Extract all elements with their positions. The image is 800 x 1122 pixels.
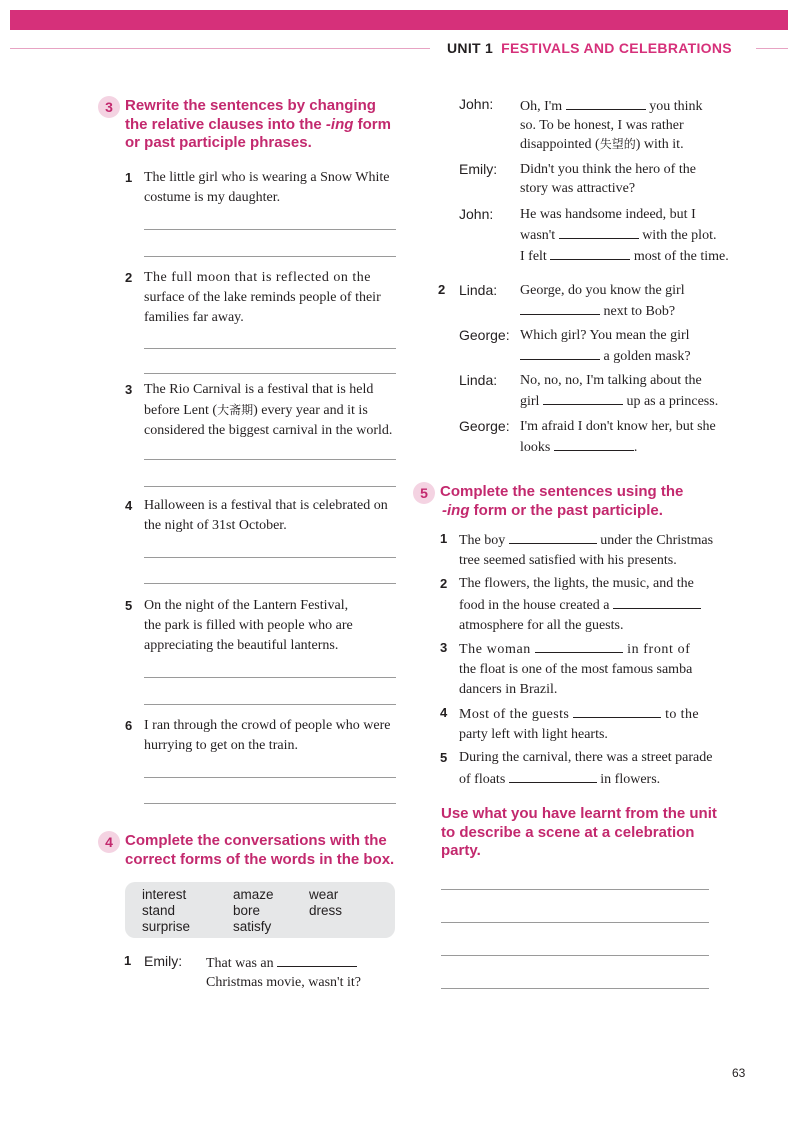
writing-task-line: party. bbox=[441, 842, 481, 859]
answer-blank[interactable] bbox=[543, 390, 623, 405]
top-accent-bar bbox=[10, 10, 788, 30]
exercise-5-item-4 bbox=[440, 703, 699, 745]
answer-blank[interactable] bbox=[573, 703, 661, 718]
item-text: the park is filled with people who are bbox=[144, 618, 353, 633]
item-text: considered the biggest carnival in the world. bbox=[144, 423, 393, 438]
speaker-label: Linda: bbox=[459, 282, 498, 298]
dialogue-text: disappointed ( bbox=[520, 137, 600, 152]
section-3-instruction-line bbox=[125, 116, 391, 135]
item-text: party left with light hearts. bbox=[459, 727, 608, 742]
answer-line[interactable] bbox=[144, 486, 396, 487]
item-text: appreciating the beautiful lanterns. bbox=[144, 638, 339, 653]
exercise-3-item-3 bbox=[125, 380, 393, 441]
answer-line[interactable] bbox=[144, 583, 396, 584]
instruction-italic: -ing bbox=[325, 115, 354, 133]
exercise-5-item-5 bbox=[440, 748, 713, 790]
dialogue-text: I felt bbox=[520, 249, 547, 264]
chinese-gloss: 大斋期 bbox=[217, 403, 254, 417]
answer-blank[interactable] bbox=[509, 768, 597, 783]
answer-line[interactable] bbox=[144, 777, 396, 778]
exercise-5-item-1 bbox=[440, 529, 714, 571]
section-5-instruction-line bbox=[440, 502, 683, 521]
item-text: of floats bbox=[459, 772, 506, 787]
section-4-instruction-line: correct forms of the words in the box. bbox=[125, 850, 395, 868]
writing-task-heading bbox=[441, 805, 717, 861]
dialogue-text: Oh, I'm bbox=[520, 99, 563, 114]
dialogue-text: looks bbox=[520, 440, 551, 455]
word-box-item: interest bbox=[142, 887, 187, 902]
dialogue-text: Which girl? You mean the girl bbox=[520, 328, 690, 343]
answer-blank[interactable] bbox=[559, 224, 639, 239]
answer-line[interactable] bbox=[144, 803, 396, 804]
instruction-italic: -ing bbox=[442, 501, 470, 519]
writing-line[interactable] bbox=[441, 889, 709, 890]
item-text: Halloween is a festival that is celebrated on bbox=[144, 498, 388, 513]
dialogue-text: a golden mask? bbox=[603, 349, 691, 364]
unit-label: UNIT 1 bbox=[447, 40, 494, 56]
section-4-badge: 4 bbox=[98, 831, 120, 853]
answer-blank[interactable] bbox=[535, 638, 623, 653]
dialogue-line bbox=[520, 160, 696, 198]
dialogue-text: George, do you know the girl bbox=[520, 283, 685, 298]
header-rule-left bbox=[10, 48, 430, 49]
dialogue-text: I'm afraid I don't know her, but she bbox=[520, 419, 716, 434]
item-text: to the bbox=[665, 707, 699, 722]
answer-blank[interactable] bbox=[277, 952, 357, 967]
answer-line[interactable] bbox=[144, 557, 396, 558]
speaker-label: Emily: bbox=[459, 161, 498, 177]
dialogue-text: so. To be honest, I was rather bbox=[520, 118, 684, 133]
item-text: Most of the guests bbox=[459, 707, 570, 722]
item-text: the night of 31st October. bbox=[144, 518, 287, 533]
instruction-text: form bbox=[353, 115, 391, 133]
conversation-number: 2 bbox=[438, 282, 446, 297]
speaker-label: George: bbox=[459, 327, 510, 343]
answer-blank[interactable] bbox=[554, 436, 634, 451]
word-box bbox=[125, 882, 395, 938]
page-number: 63 bbox=[732, 1066, 746, 1080]
item-text: The Rio Carnival is a festival that is held bbox=[144, 382, 374, 397]
item-text: the float is one of the most famous samba bbox=[459, 662, 693, 677]
dialogue-text: ) with it. bbox=[635, 137, 684, 152]
answer-line[interactable] bbox=[144, 256, 396, 257]
item-number: 2 bbox=[125, 270, 133, 285]
item-text: dancers in Brazil. bbox=[459, 682, 558, 697]
item-text: I ran through the crowd of people who were bbox=[144, 718, 391, 733]
section-4-instruction-line: Complete the conversations with the bbox=[125, 832, 387, 849]
section-3-instruction-line: Rewrite the sentences by changing bbox=[125, 97, 376, 114]
answer-blank[interactable] bbox=[613, 594, 701, 609]
answer-blank[interactable] bbox=[566, 95, 646, 110]
speaker-label: Emily: bbox=[144, 953, 183, 969]
dialogue-line bbox=[520, 205, 729, 266]
running-header bbox=[447, 40, 732, 56]
word-box-item: wear bbox=[309, 887, 339, 902]
item-text: The flowers, the lights, the music, and the bbox=[459, 576, 694, 591]
answer-blank[interactable] bbox=[550, 245, 630, 260]
exercise-3-item-5 bbox=[125, 596, 353, 656]
word-box-item: dress bbox=[309, 903, 343, 918]
word-box-item: bore bbox=[233, 903, 261, 918]
dialogue-text: girl bbox=[520, 394, 540, 409]
item-number: 6 bbox=[125, 718, 133, 733]
item-text: The little girl who is wearing a Snow White bbox=[144, 170, 390, 185]
exercise-3-item-6 bbox=[125, 716, 391, 756]
writing-task-line: to describe a scene at a celebration bbox=[441, 823, 695, 841]
dialogue-text: He was handsome indeed, but I bbox=[520, 207, 696, 222]
item-text: On the night of the Lantern Festival, bbox=[144, 598, 349, 613]
exercise-5-item-2 bbox=[440, 574, 701, 636]
instruction-text: the relative clauses into the bbox=[125, 115, 326, 133]
exercise-5-item-3 bbox=[440, 638, 693, 700]
item-text: tree seemed satisfied with his presents. bbox=[459, 553, 677, 568]
answer-line[interactable] bbox=[144, 677, 396, 678]
dialogue-line bbox=[520, 281, 685, 321]
dialogue-text: next to Bob? bbox=[603, 304, 676, 319]
exercise-3-item-1 bbox=[125, 168, 390, 208]
item-text: The full moon that is reflected on the bbox=[144, 270, 371, 285]
speaker-label: John: bbox=[459, 206, 494, 222]
word-box-item: stand bbox=[142, 903, 176, 918]
item-number: 4 bbox=[125, 498, 133, 513]
section-5-badge: 5 bbox=[413, 482, 435, 504]
item-text: in front of bbox=[627, 642, 691, 657]
dialogue-text: No, no, no, I'm talking about the bbox=[520, 373, 702, 388]
writing-task-line: Use what you have learnt from the unit bbox=[441, 805, 717, 822]
item-number: 1 bbox=[440, 531, 448, 546]
answer-line[interactable] bbox=[144, 459, 396, 460]
item-number: 4 bbox=[440, 705, 448, 720]
answer-line[interactable] bbox=[144, 373, 396, 374]
item-number: 5 bbox=[440, 750, 448, 765]
dialogue-text: That was an bbox=[206, 956, 274, 971]
word-box-item: amaze bbox=[233, 887, 274, 902]
item-text: food in the house created a bbox=[459, 598, 610, 613]
item-text: costume is my daughter. bbox=[144, 190, 281, 205]
conversation-number: 1 bbox=[124, 953, 132, 968]
answer-blank[interactable] bbox=[509, 529, 597, 544]
writing-line[interactable] bbox=[441, 922, 709, 923]
chinese-gloss: 失望的 bbox=[599, 137, 636, 151]
unit-title: FESTIVALS AND CELEBRATIONS bbox=[501, 40, 732, 56]
item-number: 1 bbox=[125, 170, 133, 185]
word-box-item: surprise bbox=[142, 919, 191, 934]
writing-line[interactable] bbox=[441, 955, 709, 956]
answer-line[interactable] bbox=[144, 704, 396, 705]
section-5-heading bbox=[420, 483, 684, 520]
dialogue-text: most of the time. bbox=[633, 249, 729, 264]
dialogue-line bbox=[520, 326, 691, 366]
speaker-label: Linda: bbox=[459, 372, 498, 388]
section-3-heading bbox=[105, 97, 391, 153]
answer-blank[interactable] bbox=[520, 300, 600, 315]
item-text: in flowers. bbox=[600, 772, 661, 787]
speaker-label: John: bbox=[459, 96, 494, 112]
answer-line[interactable] bbox=[144, 229, 396, 230]
exercise-3-item-4 bbox=[125, 496, 388, 536]
item-text-part: before Lent ( bbox=[144, 403, 218, 418]
item-text: families far away. bbox=[144, 310, 244, 325]
item-text: During the carnival, there was a street parade bbox=[459, 750, 713, 765]
dialogue-text: with the plot. bbox=[642, 228, 717, 243]
dialogue-text: wasn't bbox=[520, 228, 556, 243]
item-text: surface of the lake reminds people of their bbox=[144, 290, 381, 305]
item-text: under the Christmas bbox=[600, 533, 714, 548]
writing-line[interactable] bbox=[441, 988, 709, 989]
dialogue-line bbox=[520, 417, 716, 457]
instruction-text: form or the past participle. bbox=[469, 501, 663, 519]
word-box-item: satisfy bbox=[233, 919, 272, 934]
header-rule-right bbox=[756, 48, 788, 49]
dialogue-text: you think bbox=[649, 99, 703, 114]
dialogue-line bbox=[206, 952, 361, 992]
item-number: 3 bbox=[440, 640, 448, 655]
dialogue-line bbox=[520, 371, 718, 411]
speaker-label: George: bbox=[459, 418, 510, 434]
section-3-instruction-line: or past participle phrases. bbox=[125, 134, 312, 151]
dialogue-text: story was attractive? bbox=[520, 181, 636, 196]
dialogue-text: . bbox=[633, 440, 638, 455]
dialogue-text: Christmas movie, wasn't it? bbox=[206, 975, 361, 990]
item-text: atmosphere for all the guests. bbox=[459, 618, 624, 633]
item-number: 2 bbox=[440, 576, 448, 591]
item-text: The boy bbox=[459, 533, 506, 548]
section-5-instruction-line: Complete the sentences using the bbox=[440, 483, 684, 500]
item-text: The woman bbox=[459, 642, 531, 657]
item-number: 3 bbox=[125, 382, 133, 397]
exercise-3-item-2 bbox=[125, 268, 381, 328]
item-number: 5 bbox=[125, 598, 133, 613]
section-3-badge: 3 bbox=[98, 96, 120, 118]
item-text: hurrying to get on the train. bbox=[144, 738, 298, 753]
section-4-heading bbox=[105, 832, 395, 869]
answer-blank[interactable] bbox=[520, 345, 600, 360]
item-text bbox=[144, 400, 392, 421]
answer-line[interactable] bbox=[144, 348, 396, 349]
dialogue-text: Didn't you think the hero of the bbox=[520, 162, 696, 177]
dialogue-line bbox=[520, 95, 702, 154]
item-text-part: ) every year and it is bbox=[253, 403, 368, 418]
dialogue-text: up as a princess. bbox=[626, 394, 719, 409]
